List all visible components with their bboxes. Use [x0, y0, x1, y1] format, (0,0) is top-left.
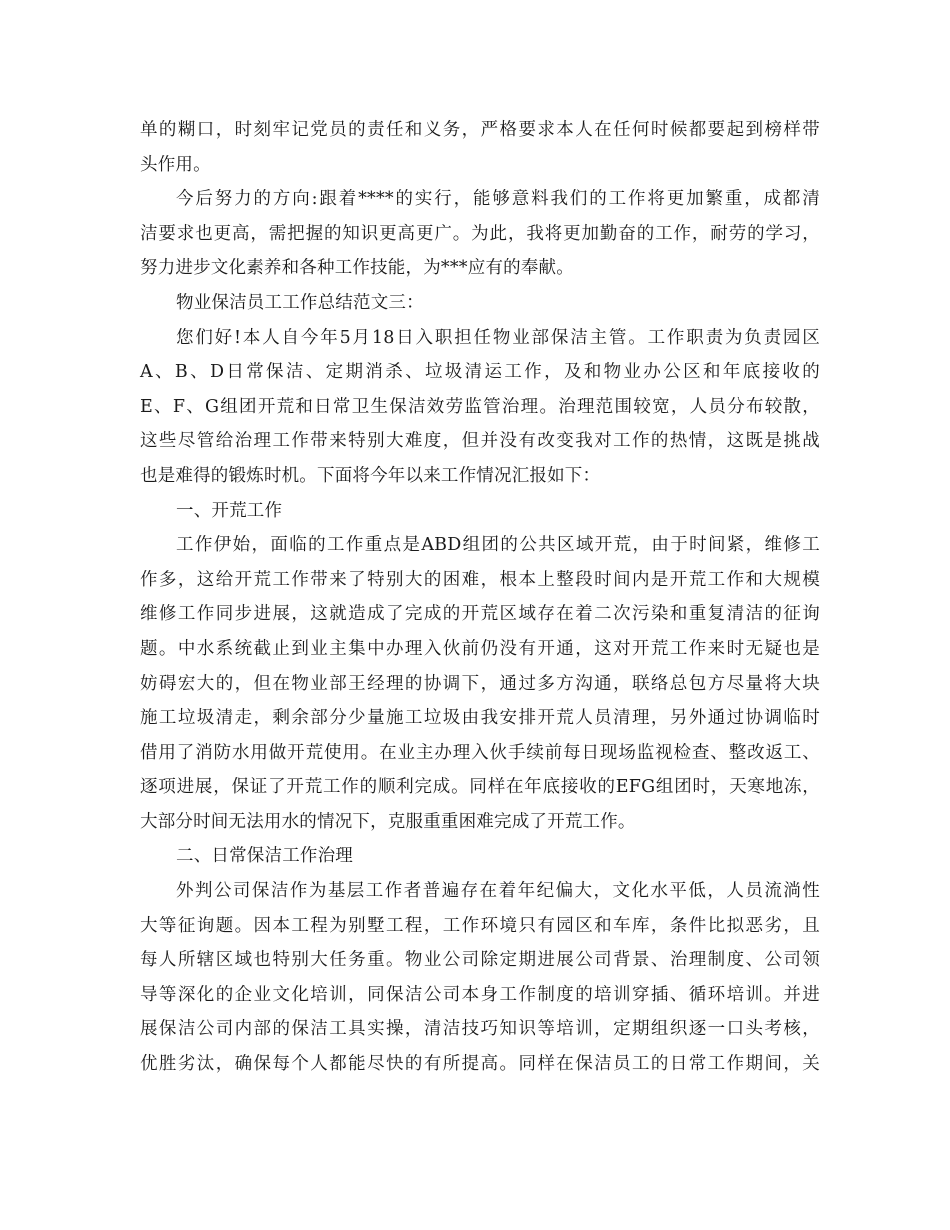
text-line: 大部分时间无法用水的情况下，克服重重困难完成了开荒工作。 — [140, 811, 636, 832]
text-line: 努力进步文化素养和各种工作技能，为***应有的奉献。 — [140, 258, 574, 279]
text-line: 展保洁公司内部的保洁工具实操，清洁技巧知识等培训，定期组织逐一口头考核， — [140, 1019, 820, 1040]
text-line: 工作伊始，面临的工作重点是ABD组团的公共区域开荒，由于时间紧，维修工 — [176, 535, 820, 556]
text-line: 维修工作同步进展，这就造成了完成的开荒区域存在着二次污染和重复清洁的征询 — [140, 604, 820, 625]
text-line: 这些尽管给治理工作带来特别大难度，但并没有改变我对工作的热情，这既是挑战 — [140, 431, 820, 452]
text-line: 一、开荒工作 — [176, 500, 283, 521]
text-line: E、F、G组团开荒和日常卫生保洁效劳监管治理。治理范围较宽，人员分布较散， — [140, 396, 820, 417]
text-line: 物业保洁员工工作总结范文三： — [176, 292, 424, 313]
text-line: 借用了消防水用做开荒使用。在业主办理入伙手续前每日现场监视检查、整改返工、 — [140, 742, 820, 763]
text-line: 题。中水系统截止到业主集中办理入伙前仍没有开通，这对开荒工作来时无疑也是 — [140, 638, 820, 659]
text-line: 洁要求也更高，需把握的知识更高更广。为此，我将更加勤奋的工作，耐劳的学习， — [140, 223, 820, 244]
text-line: 施工垃圾清走，剩余部分少量施工垃圾由我安排开荒人员清理，另外通过协调临时 — [140, 708, 820, 729]
text-line: 逐项进展，保证了开荒工作的顺利完成。同样在年底接收的EFG组团时，天寒地冻， — [140, 777, 820, 798]
document-body — [140, 113, 820, 1082]
text-line: 头作用。 — [140, 154, 211, 175]
text-line: 外判公司保洁作为基层工作者普遍存在着年纪偏大，文化水平低，人员流淌性 — [176, 881, 820, 902]
text-line: 二、日常保洁工作治理 — [176, 846, 353, 867]
text-line: A、B、D日常保洁、定期消杀、垃圾清运工作，及和物业办公区和年底接收的 — [140, 362, 820, 383]
text-line: 导等深化的企业文化培训，同保洁公司本身工作制度的培训穿插、循环培训。并进 — [140, 984, 820, 1005]
text-line: 妨碍宏大的，但在物业部王经理的协调下，通过多方沟通，联络总包方尽量将大块 — [140, 673, 820, 694]
text-line: 大等征询题。因本工程为别墅工程，工作环境只有园区和车库，条件比拟恶劣，且 — [140, 915, 820, 936]
text-line: 单的糊口，时刻牢记党员的责任和义务，严格要求本人在任何时候都要起到榜样带 — [140, 120, 820, 140]
text-line: 也是难得的锻炼时机。下面将今年以来工作情况汇报如下： — [140, 465, 601, 486]
text-line: 作多，这给开荒工作带来了特别大的困难，根本上整段时间内是开荒工作和大规模 — [140, 569, 820, 590]
text-line: 今后努力的方向:跟着****的实行，能够意料我们的工作将更加繁重，成都清 — [176, 189, 820, 210]
text-line: 优胜劣汰，确保每个人都能尽快的有所提高。同样在保洁员工的日常工作期间，关 — [140, 1054, 820, 1075]
text-line: 每人所辖区域也特别大任务重。物业公司除定期进展公司背景、治理制度、公司领 — [140, 950, 820, 971]
text-line: 您们好!本人自今年5月18日入职担任物业部保洁主管。工作职责为负责园区 — [176, 327, 820, 348]
